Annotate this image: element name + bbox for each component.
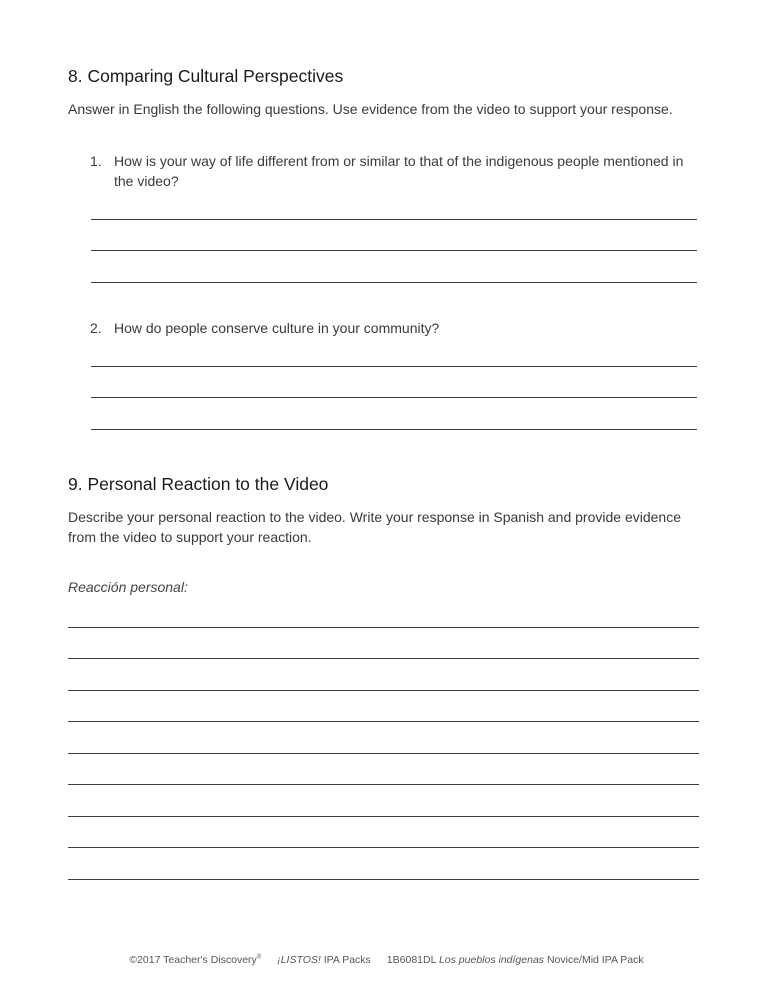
reaction-line-2[interactable] xyxy=(68,658,699,659)
answer-line-q1-2[interactable] xyxy=(91,250,697,251)
answer-line-q1-1[interactable] xyxy=(91,219,697,220)
reaction-label: Reacción personal: xyxy=(68,579,188,595)
question-1 xyxy=(90,151,702,191)
section-8-instructions: Answer in English the following questions. Use evidence from the video to support your response. xyxy=(68,101,673,117)
answer-line-q2-2[interactable] xyxy=(91,397,697,398)
question-2-number: 2. xyxy=(90,320,102,336)
answer-line-q2-3[interactable] xyxy=(91,429,697,430)
footer xyxy=(0,954,773,966)
reaction-line-1[interactable] xyxy=(68,627,699,628)
question-2 xyxy=(90,318,702,338)
question-1-number: 1. xyxy=(90,153,102,169)
reaction-line-3[interactable] xyxy=(68,690,699,691)
reaction-line-8[interactable] xyxy=(68,847,699,848)
reaction-line-5[interactable] xyxy=(68,753,699,754)
footer-registered-mark: ® xyxy=(256,954,262,961)
footer-code: 1B6081DL xyxy=(386,954,439,966)
reaction-line-4[interactable] xyxy=(68,721,699,722)
section-8-title: 8. Comparing Cultural Perspectives xyxy=(68,66,344,86)
reaction-line-9[interactable] xyxy=(68,879,699,880)
footer-copyright: ©2017 Teacher's Discovery xyxy=(129,954,257,966)
footer-series-italic: ¡LISTOS! xyxy=(277,954,321,966)
answer-line-q1-3[interactable] xyxy=(91,282,697,283)
answer-line-q2-1[interactable] xyxy=(91,366,697,367)
section-9-title: 9. Personal Reaction to the Video xyxy=(68,474,329,494)
question-1-text: How is your way of life different from or similar to that of the indigenous people mentioned in the video? xyxy=(114,153,684,189)
footer-pack-italic: Los pueblos indígenas xyxy=(438,954,545,966)
footer-pack-rest: Novice/Mid IPA Pack xyxy=(544,954,644,966)
section-9-instructions: Describe your personal reaction to the video. Write your response in Spanish and provide evidence from the video to support your reaction. xyxy=(68,509,681,545)
question-2-text: How do people conserve culture in your community? xyxy=(114,320,440,336)
reaction-line-7[interactable] xyxy=(68,816,699,817)
footer-series-rest: IPA Packs xyxy=(320,954,371,966)
reaction-line-6[interactable] xyxy=(68,784,699,785)
